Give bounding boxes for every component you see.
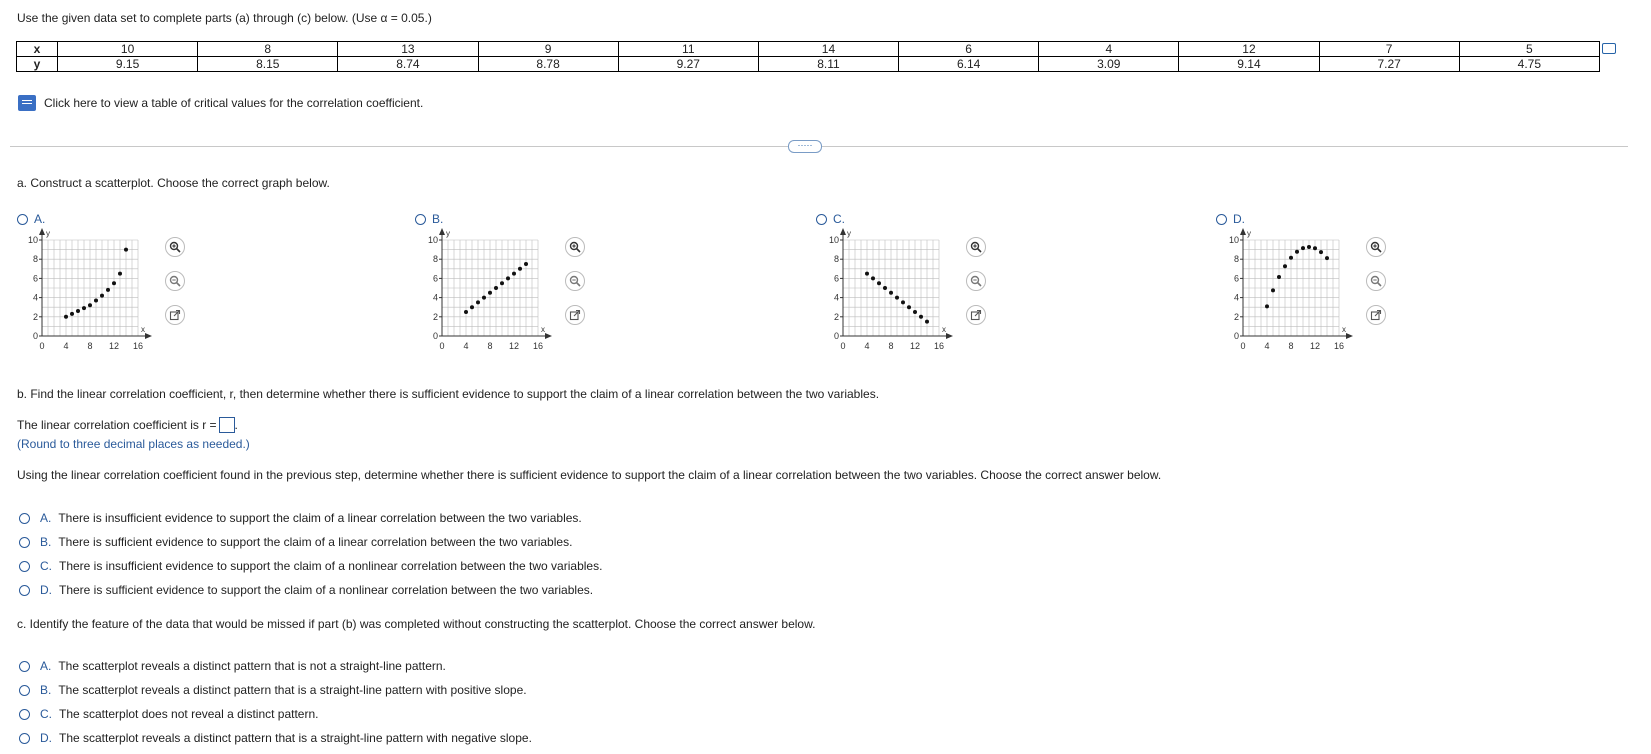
data-point (494, 286, 498, 290)
data-point (1295, 250, 1299, 254)
table-icon (18, 95, 36, 111)
more-button[interactable]: ····· (788, 140, 822, 153)
graph-b-tools (565, 237, 585, 325)
x-cell: 11 (618, 42, 758, 57)
y-tick-label: 4 (432, 292, 438, 303)
data-point (106, 288, 110, 292)
data-point (512, 272, 516, 276)
part-c-prompt: c. Identify the feature of the data that would be missed if part (b) was completed without constructing the scatterplot. Choose the correct answer below. (17, 617, 816, 631)
r-answer-line (17, 417, 238, 433)
x-cell: 14 (758, 42, 898, 57)
data-point (124, 248, 128, 252)
copy-data-icon[interactable] (1602, 43, 1616, 54)
y-axis-arrow (1240, 228, 1246, 235)
y-tick-label: 8 (432, 254, 438, 265)
y-tick-label: 8 (1233, 254, 1239, 265)
data-point (901, 300, 905, 304)
x-axis-label: x (141, 325, 145, 334)
choice-c-a[interactable] (19, 654, 532, 678)
option-c-letter: C. (833, 212, 845, 226)
choice-b-c[interactable] (19, 554, 602, 578)
scatterplot-options (0, 220, 1651, 370)
y-cell: 9.14 (1179, 57, 1319, 72)
choice-text: The scatterplot reveals a distinct pattern that is not a straight-line pattern. (58, 659, 446, 673)
x-tick-label: 8 (487, 341, 493, 351)
data-point (118, 272, 122, 276)
data-point (907, 305, 911, 309)
x-axis-arrow (145, 333, 152, 339)
radio[interactable] (19, 537, 30, 548)
radio[interactable] (19, 685, 30, 696)
instructions: Use the given data set to complete parts (a) through (c) below. (Use α = 0.05.) (17, 11, 432, 25)
choice-letter: C. (40, 559, 52, 573)
popout-icon[interactable] (565, 305, 585, 325)
x-tick-label: 12 (108, 341, 120, 351)
x-cell: 9 (478, 42, 618, 57)
x-tick-label: 0 (1240, 341, 1246, 351)
y-axis-label: y (1247, 229, 1251, 238)
x-cell: 13 (338, 42, 478, 57)
y-tick-label: 10 (27, 235, 38, 245)
x-tick-label: 12 (1309, 341, 1321, 351)
y-tick-label: 4 (1233, 292, 1239, 303)
x-tick-label: 4 (1264, 341, 1270, 351)
choice-c-c[interactable] (19, 702, 532, 726)
radio[interactable] (19, 709, 30, 720)
x-tick-label: 0 (39, 341, 45, 351)
data-point (64, 315, 68, 319)
y-axis-arrow (840, 228, 846, 235)
r-label: The linear correlation coefficient is r = (17, 418, 217, 432)
radio[interactable] (19, 585, 30, 596)
data-point (913, 310, 917, 314)
data-point (500, 281, 504, 285)
x-tick-label: 4 (63, 341, 69, 351)
y-tick-label: 2 (432, 311, 438, 322)
x-tick-label: 4 (463, 341, 469, 351)
round-note: (Round to three decimal places as needed.) (17, 437, 250, 451)
y-cell: 3.09 (1039, 57, 1179, 72)
data-point (865, 272, 869, 276)
zoom-out-icon[interactable] (565, 271, 585, 291)
data-point (482, 296, 486, 300)
y-header: y (17, 57, 58, 72)
x-axis-label: x (541, 325, 545, 334)
x-row (17, 42, 1600, 57)
x-axis-label: x (942, 325, 946, 334)
y-cell: 8.11 (758, 57, 898, 72)
x-cell: 10 (58, 42, 198, 57)
data-point (488, 291, 492, 295)
x-tick-label: 16 (933, 341, 945, 351)
data-point (1277, 275, 1281, 279)
choice-letter: D. (40, 583, 52, 597)
r-period: . (234, 418, 238, 432)
y-tick-label: 4 (32, 292, 38, 303)
y-axis-label: y (847, 229, 851, 238)
x-cell: 6 (899, 42, 1039, 57)
y-tick-label: 6 (1233, 273, 1239, 284)
data-point (476, 300, 480, 304)
y-axis-arrow (39, 228, 45, 235)
data-point (1265, 304, 1269, 308)
choice-text: There is insufficient evidence to support the claim of a linear correlation between the two variables. (58, 511, 582, 525)
using-prompt: Using the linear correlation coefficient found in the previous step, determine whether there is sufficient evidence to support the claim of a linear correlation between the two variables. Choose the correct answer below. (17, 468, 1162, 482)
y-cell: 6.14 (899, 57, 1039, 72)
radio[interactable] (19, 513, 30, 524)
part-c-choices (19, 654, 532, 750)
data-point (1289, 256, 1293, 260)
popout-icon[interactable] (165, 305, 185, 325)
data-point (871, 276, 875, 280)
data-table (16, 41, 1600, 72)
data-point (889, 291, 893, 295)
y-tick-label: 2 (1233, 311, 1239, 322)
data-point (112, 281, 116, 285)
data-point (1301, 246, 1305, 250)
y-cell: 9.15 (58, 57, 198, 72)
y-tick-label: 0 (32, 331, 38, 341)
radio[interactable] (19, 661, 30, 672)
x-tick-label: 8 (87, 341, 93, 351)
y-tick-label: 10 (427, 235, 438, 245)
choice-text: The scatterplot reveals a distinct pattern that is a straight-line pattern with positive slope. (58, 683, 527, 697)
x-tick-label: 12 (508, 341, 520, 351)
data-point (94, 298, 98, 302)
critical-values-link[interactable] (18, 95, 423, 111)
x-tick-label: 16 (132, 341, 144, 351)
y-tick-label: 0 (1233, 331, 1239, 341)
data-point (883, 286, 887, 290)
zoom-in-icon[interactable] (565, 237, 585, 257)
data-point (1283, 264, 1287, 268)
radio[interactable] (19, 561, 30, 572)
zoom-out-icon[interactable] (165, 271, 185, 291)
y-cell: 9.27 (618, 57, 758, 72)
data-point (1271, 288, 1275, 292)
data-point (82, 306, 86, 310)
x-tick-label: 8 (888, 341, 894, 351)
y-axis-arrow (439, 228, 445, 235)
y-tick-label: 0 (833, 331, 839, 341)
data-point (70, 312, 74, 316)
data-point (895, 296, 899, 300)
x-tick-label: 4 (864, 341, 870, 351)
choice-b-d[interactable] (19, 578, 602, 602)
critical-values-text[interactable]: Click here to view a table of critical values for the correlation coefficient. (44, 96, 424, 110)
zoom-in-icon[interactable] (1366, 237, 1386, 257)
data-point (100, 294, 104, 298)
data-point (470, 305, 474, 309)
y-tick-label: 8 (833, 254, 839, 265)
y-tick-label: 10 (828, 235, 839, 245)
y-cell: 7.27 (1319, 57, 1459, 72)
r-input[interactable] (219, 417, 235, 433)
y-row (17, 57, 1600, 72)
choice-text: There is sufficient evidence to support the claim of a nonlinear correlation between the two variables. (59, 583, 594, 597)
choice-text: There is insufficient evidence to support the claim of a nonlinear correlation between the two variables. (59, 559, 603, 573)
x-axis-arrow (946, 333, 953, 339)
choice-c-b[interactable] (19, 678, 532, 702)
zoom-in-icon[interactable] (165, 237, 185, 257)
x-axis-label: x (1342, 325, 1346, 334)
data-point (518, 267, 522, 271)
x-tick-label: 8 (1288, 341, 1294, 351)
choice-text: The scatterplot does not reveal a distinct pattern. (59, 707, 319, 721)
choice-text: There is sufficient evidence to support the claim of a linear correlation between the two variables. (58, 535, 573, 549)
popout-icon[interactable] (1366, 305, 1386, 325)
x-tick-label: 0 (439, 341, 445, 351)
x-tick-label: 16 (532, 341, 544, 351)
choice-b-b[interactable] (19, 530, 602, 554)
x-cell: 8 (198, 42, 338, 57)
x-axis-arrow (545, 333, 552, 339)
data-point (1319, 250, 1323, 254)
x-tick-label: 12 (909, 341, 921, 351)
data-point (877, 281, 881, 285)
y-cell: 8.15 (198, 57, 338, 72)
graph-c-tools (966, 237, 986, 325)
x-cell: 5 (1459, 42, 1599, 57)
option-a-letter: A. (34, 212, 46, 226)
option-d-letter: D. (1233, 212, 1245, 226)
zoom-out-icon[interactable] (1366, 271, 1386, 291)
y-tick-label: 4 (833, 292, 839, 303)
y-tick-label: 2 (833, 311, 839, 322)
choice-letter: A. (40, 659, 52, 673)
data-point (464, 310, 468, 314)
data-point (925, 320, 929, 324)
x-cell: 7 (1319, 42, 1459, 57)
x-header: x (17, 42, 58, 57)
graph-d-tools (1366, 237, 1386, 325)
choice-text: The scatterplot reveals a distinct pattern that is a straight-line pattern with negative slope. (59, 731, 532, 745)
y-tick-label: 6 (432, 273, 438, 284)
radio[interactable] (19, 733, 30, 744)
data-point (76, 309, 80, 313)
y-tick-label: 2 (32, 311, 38, 322)
data-point (1313, 246, 1317, 250)
data-point (524, 262, 528, 266)
y-tick-label: 10 (1228, 235, 1239, 245)
part-b-choices (19, 506, 602, 602)
popout-icon[interactable] (966, 305, 986, 325)
y-tick-label: 6 (833, 273, 839, 284)
zoom-in-icon[interactable] (966, 237, 986, 257)
graph-a-tools (165, 237, 185, 325)
data-point (919, 315, 923, 319)
x-tick-label: 0 (840, 341, 846, 351)
zoom-out-icon[interactable] (966, 271, 986, 291)
choice-letter: B. (40, 683, 52, 697)
y-cell: 4.75 (1459, 57, 1599, 72)
y-axis-label: y (446, 229, 450, 238)
choice-c-d[interactable] (19, 726, 532, 750)
y-axis-label: y (46, 229, 50, 238)
x-axis-arrow (1346, 333, 1353, 339)
y-tick-label: 6 (32, 273, 38, 284)
option-b-letter: B. (432, 212, 444, 226)
choice-letter: D. (40, 731, 52, 745)
x-tick-label: 16 (1333, 341, 1345, 351)
x-cell: 12 (1179, 42, 1319, 57)
choice-b-a[interactable] (19, 506, 602, 530)
choice-letter: A. (40, 511, 52, 525)
x-cell: 4 (1039, 42, 1179, 57)
data-point (1307, 245, 1311, 249)
data-point (1325, 256, 1329, 260)
choice-letter: C. (40, 707, 52, 721)
y-tick-label: 0 (432, 331, 438, 341)
choice-letter: B. (40, 535, 52, 549)
y-cell: 8.74 (338, 57, 478, 72)
data-point (506, 276, 510, 280)
y-cell: 8.78 (478, 57, 618, 72)
part-b-prompt: b. Find the linear correlation coefficient, r, then determine whether there is sufficient evidence to support the claim of a linear correlation between the two variables. (17, 387, 880, 401)
data-point (88, 303, 92, 307)
part-a-prompt: a. Construct a scatterplot. Choose the correct graph below. (17, 176, 330, 190)
y-tick-label: 8 (32, 254, 38, 265)
